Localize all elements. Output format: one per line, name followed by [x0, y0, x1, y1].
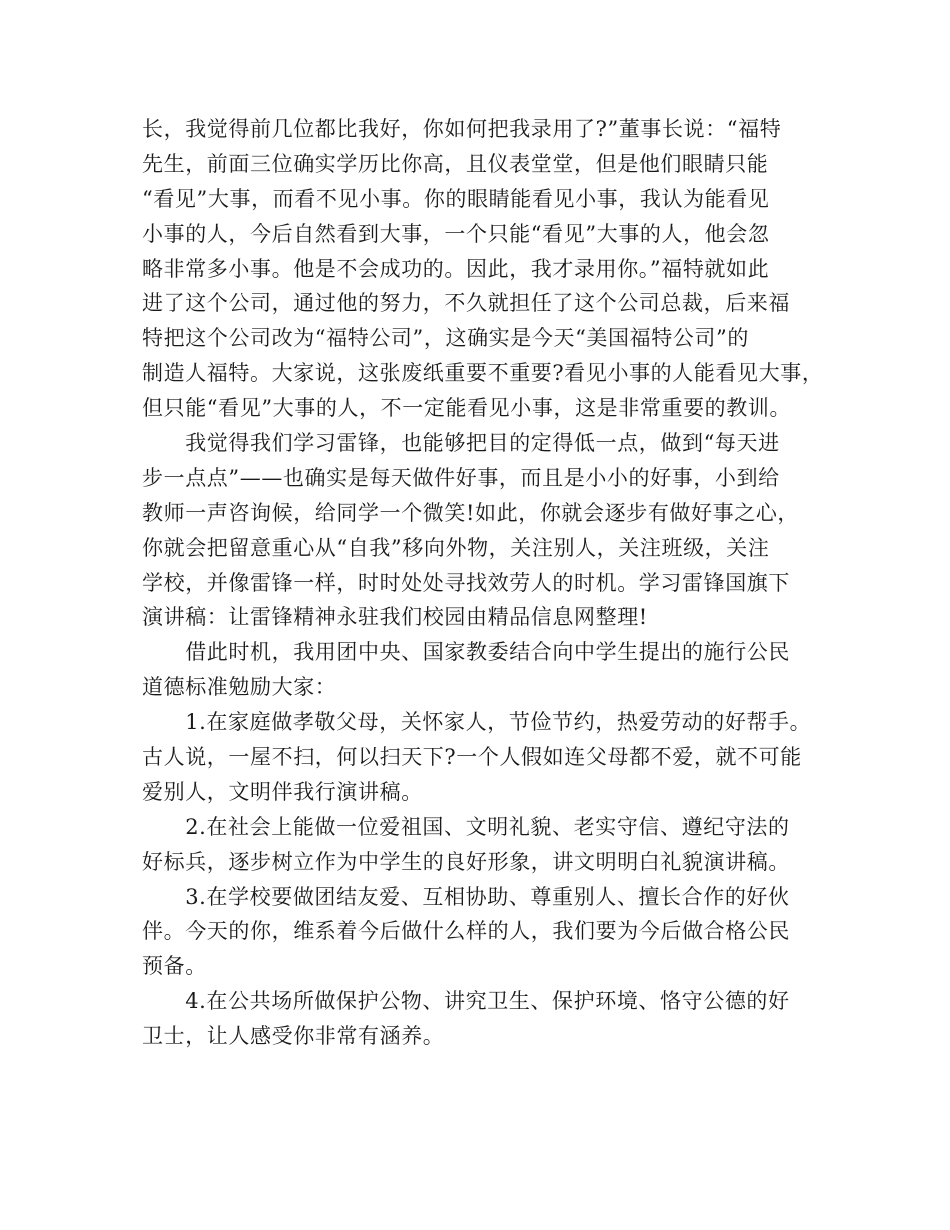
- text-line: 你就会把留意重心从“自我”移向外物，关注别人，关注班级，关注: [142, 535, 770, 560]
- text-line: 爱别人，文明伴我行演讲稿。: [142, 779, 423, 804]
- text-line: 但只能“看见”大事的人，不一定能看见小事，这是非常重要的教训。: [142, 396, 792, 421]
- text-line: 2.在社会上能做一位爱祖国、文明礼貌、老实守信、遵纪守法的: [142, 814, 790, 839]
- text-line: 好标兵，逐步树立作为中学生的良好形象，讲文明明白礼貌演讲稿。: [142, 849, 790, 874]
- text-line: 古人说，一屋不扫，何以扫天下?一个人假如连父母都不爱，就不可能: [142, 745, 802, 770]
- text-line: 制造人福特。大家说，这张废纸重要不重要?看见小事的人能看见大事，: [142, 361, 824, 386]
- text-line: 伴。今天的你，维系着今后做什么样的人，我们要为今后做合格公民: [142, 919, 790, 944]
- text-line: 学校，并像雷锋一样，时时处处寻找效劳人的时机。学习雷锋国旗下: [142, 570, 790, 595]
- text-line: 略非常多小事。他是不会成功的。因此，我才录用你。”福特就如此: [142, 256, 770, 281]
- text-line: 道德标准勉励大家：: [142, 675, 337, 700]
- text-line: “看见”大事，而看不见小事。你的眼睛能看见小事，我认为能看见: [142, 186, 770, 211]
- text-line: 3.在学校要做团结友爱、互相协助、尊重别人、擅长合作的好伙: [142, 884, 790, 909]
- text-line: 预备。: [142, 954, 207, 979]
- text-line: 演讲稿：让雷锋精神永驻我们校园由精品信息网整理!: [142, 605, 648, 630]
- text-line: 教师一声咨询候，给同学一个微笑!如此，你就会逐步有做好事之心，: [142, 500, 800, 525]
- text-line: 先生，前面三位确实学历比你高，且仪表堂堂，但是他们眼睛只能: [142, 151, 769, 176]
- text-line: 卫士，让人感受你非常有涵养。: [142, 1024, 445, 1049]
- text-line: 1.在家庭做孝敬父母，关怀家人，节俭节约，热爱劳动的好帮手。: [142, 710, 812, 735]
- text-line: 特把这个公司改为“福特公司”，这确实是今天“美国福特公司”的: [142, 326, 749, 351]
- text-line: 小事的人，今后自然看到大事，一个只能“看见”大事的人，他会忽: [142, 221, 770, 246]
- text-line: 4.在公共场所做保护公物、讲究卫生、保护环境、恪守公德的好: [142, 989, 790, 1014]
- text-line: 进了这个公司，通过他的努力，不久就担任了这个公司总裁，后来福: [142, 291, 790, 316]
- text-line: 步一点点”——也确实是每天做件好事，而且是小小的好事，小到给: [142, 465, 780, 490]
- document-body: [142, 112, 832, 1054]
- text-line: 借此时机，我用团中央、国家教委结合向中学生提出的施行公民: [142, 640, 790, 665]
- text-line: 我觉得我们学习雷锋，也能够把目的定得低一点，做到“每天进: [142, 431, 780, 456]
- text-line: 长，我觉得前几位都比我好，你如何把我录用了?”董事长说：“福特: [142, 117, 782, 141]
